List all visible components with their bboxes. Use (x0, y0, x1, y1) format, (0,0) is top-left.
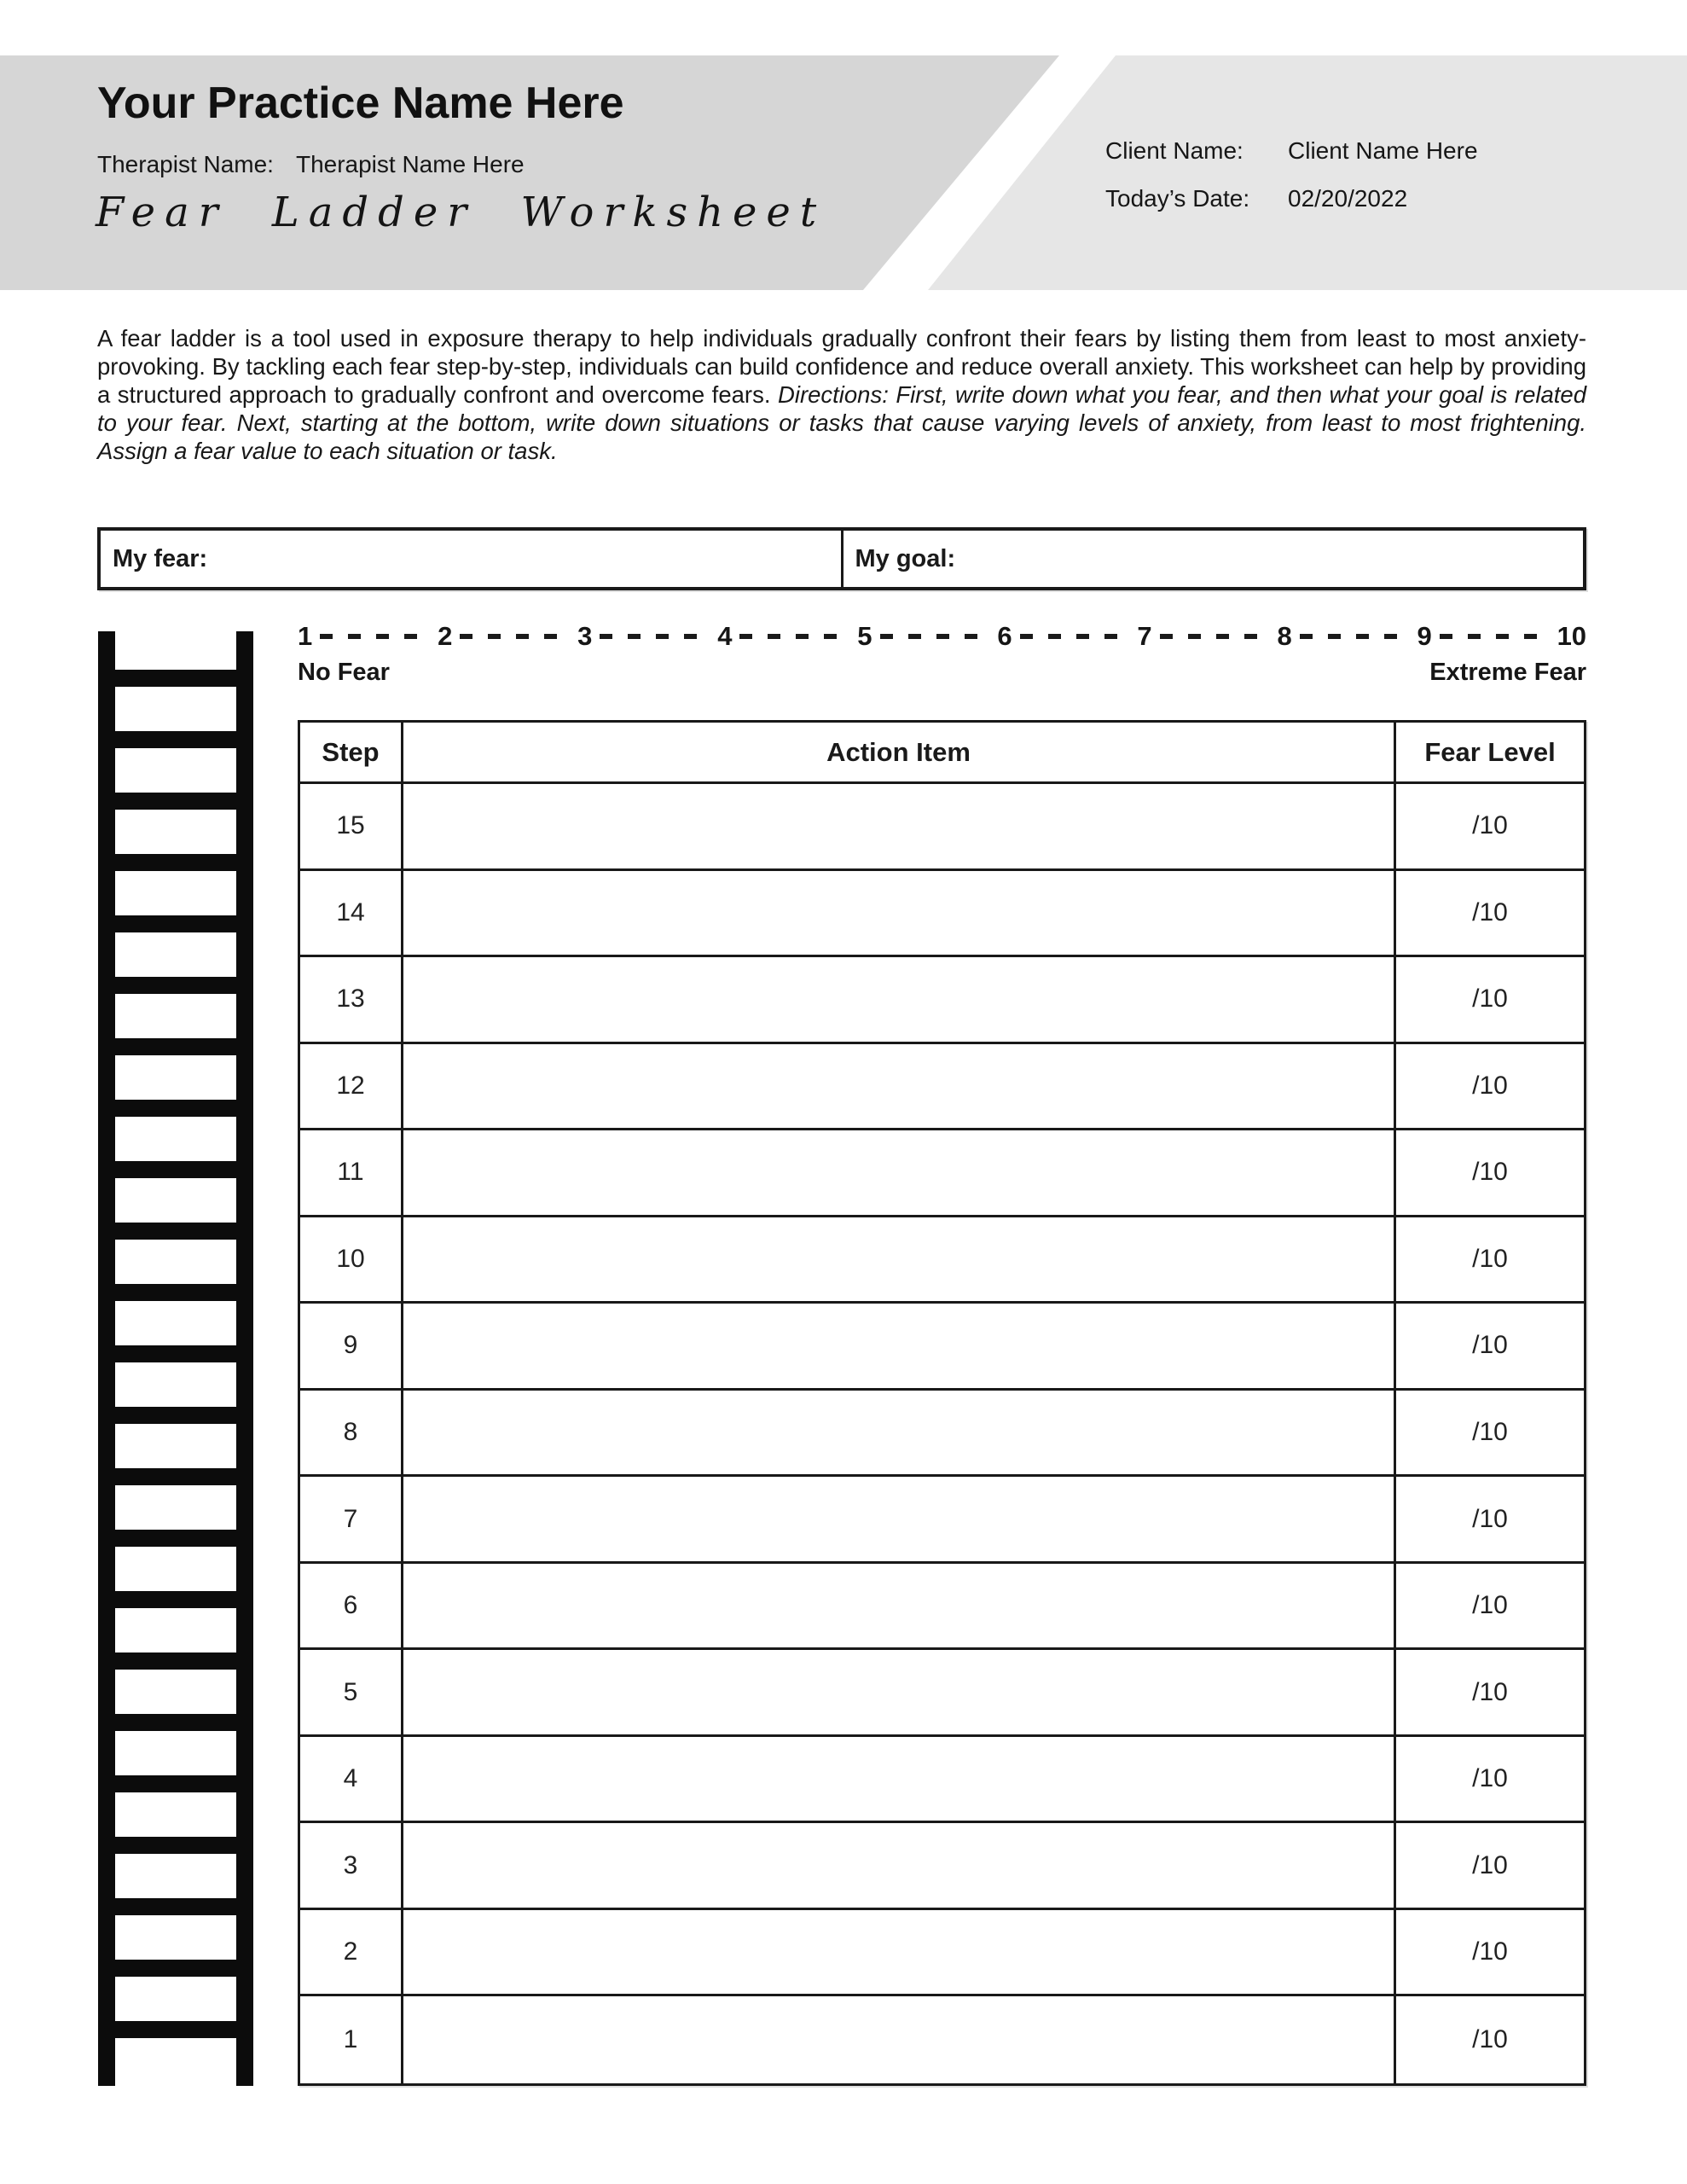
therapist-line (97, 151, 525, 178)
client-name-label: Client Name: (1105, 137, 1244, 164)
scale-dash-segment (460, 634, 570, 639)
action-item-column-header: Action Item (403, 723, 1396, 784)
fear-scale (298, 618, 1586, 687)
ladder-left-rail (98, 631, 115, 2086)
action-item-cell-2[interactable] (403, 1910, 1396, 1997)
fear-level-cell-8[interactable]: /10 (1396, 1391, 1584, 1478)
fear-scale-labels (298, 659, 1586, 687)
ladder-rungs (108, 670, 243, 2042)
scale-number-10: 10 (1557, 621, 1587, 651)
fear-level-cell-10[interactable]: /10 (1396, 1217, 1584, 1304)
step-cell-15: 15 (300, 784, 403, 871)
therapist-name-value: Therapist Name Here (295, 151, 525, 177)
step-cell-1: 1 (300, 1996, 403, 2083)
intro-directions-text: Directions: First, write down what you fear, and then what your goal is related to your fear. Next, starting at the bottom, write down situations or tasks that cause varying levels of anxiety, from least to most frightening. Assign a fear value to each situation or task. (97, 381, 1586, 464)
fear-level-cell-2[interactable]: /10 (1396, 1910, 1584, 1997)
date-label: Today’s Date: (1105, 185, 1250, 212)
scale-dash-segment (1160, 634, 1270, 639)
scale-dash-segment (600, 634, 710, 639)
fear-level-cell-5[interactable]: /10 (1396, 1650, 1584, 1737)
step-cell-5: 5 (300, 1650, 403, 1737)
action-item-cell-4[interactable] (403, 1737, 1396, 1824)
action-item-cell-10[interactable] (403, 1217, 1396, 1304)
ladder-graphic (98, 631, 253, 2086)
scale-number-2: 2 (438, 621, 453, 651)
step-cell-11: 11 (300, 1130, 403, 1217)
step-cell-10: 10 (300, 1217, 403, 1304)
fear-level-cell-9[interactable]: /10 (1396, 1304, 1584, 1391)
action-item-cell-6[interactable] (403, 1564, 1396, 1651)
fear-level-column-header: Fear Level (1396, 723, 1584, 784)
client-name-row (1105, 137, 1478, 165)
fear-level-cell-12[interactable]: /10 (1396, 1044, 1584, 1131)
action-item-cell-12[interactable] (403, 1044, 1396, 1131)
step-column-header: Step (300, 723, 403, 784)
step-cell-2: 2 (300, 1910, 403, 1997)
fear-level-cell-3[interactable]: /10 (1396, 1823, 1584, 1910)
client-name-value: Client Name Here (1288, 137, 1478, 164)
scale-number-5: 5 (857, 621, 872, 651)
scale-dash-segment (320, 634, 430, 639)
scale-dash-segment (739, 634, 849, 639)
step-cell-12: 12 (300, 1044, 403, 1131)
intro-paragraph (97, 324, 1586, 465)
scale-dash-segment (1440, 634, 1550, 639)
scale-number-8: 8 (1277, 621, 1292, 651)
action-item-cell-15[interactable] (403, 784, 1396, 871)
action-item-cell-3[interactable] (403, 1823, 1396, 1910)
action-item-cell-14[interactable] (403, 871, 1396, 958)
no-fear-label: No Fear (298, 659, 390, 686)
action-item-cell-9[interactable] (403, 1304, 1396, 1391)
fear-level-cell-14[interactable]: /10 (1396, 871, 1584, 958)
fear-scale-numbers (298, 618, 1586, 655)
steps-table (298, 720, 1586, 2086)
fear-level-cell-6[interactable]: /10 (1396, 1564, 1584, 1651)
client-info-block (1105, 137, 1478, 233)
scale-number-6: 6 (997, 621, 1012, 651)
my-fear-label: My fear: (113, 544, 208, 572)
action-item-cell-13[interactable] (403, 957, 1396, 1044)
step-cell-4: 4 (300, 1737, 403, 1824)
my-goal-field[interactable] (844, 531, 1584, 587)
practice-name: Your Practice Name Here (97, 78, 624, 128)
scale-number-9: 9 (1417, 621, 1432, 651)
scale-number-7: 7 (1137, 621, 1152, 651)
step-cell-3: 3 (300, 1823, 403, 1910)
fear-level-cell-1[interactable]: /10 (1472, 2025, 1508, 2054)
action-item-cell-5[interactable] (403, 1650, 1396, 1737)
date-value: 02/20/2022 (1288, 185, 1408, 212)
worksheet-title: Fear Ladder Worksheet (96, 189, 826, 236)
intro-regular-text: A fear ladder is a tool used in exposure therapy to help individuals gradually confront their fears by listing them from least to most anxiety-provoking. By tackling each fear step-by-step, individuals can build confidence and reduce overall anxiety. This worksheet can help by providing a structured approach to gradually confront and overcome fears. (97, 325, 1586, 408)
scale-dash-segment (1020, 634, 1130, 639)
scale-dash-segment (1300, 634, 1410, 639)
fear-level-cell-7[interactable]: /10 (1396, 1477, 1584, 1564)
step-cell-6: 6 (300, 1564, 403, 1651)
action-item-cell-7[interactable] (403, 1477, 1396, 1564)
my-goal-label: My goal: (855, 544, 956, 572)
step-cell-13: 13 (300, 957, 403, 1044)
fear-level-cell-11[interactable]: /10 (1396, 1130, 1584, 1217)
date-row (1105, 185, 1478, 212)
therapist-name-label: Therapist Name: (97, 151, 274, 177)
header-band (0, 55, 1687, 290)
step-cell-9: 9 (300, 1304, 403, 1391)
step-cell-8: 8 (300, 1391, 403, 1478)
step-cell-14: 14 (300, 871, 403, 958)
scale-number-4: 4 (717, 621, 733, 651)
fear-goal-box (97, 527, 1586, 590)
scale-number-1: 1 (298, 621, 313, 651)
action-item-cell-11[interactable] (403, 1130, 1396, 1217)
fear-level-cell-4[interactable]: /10 (1396, 1737, 1584, 1824)
my-fear-field[interactable] (101, 531, 844, 587)
scale-number-3: 3 (577, 621, 593, 651)
fear-level-cell-13[interactable]: /10 (1396, 957, 1584, 1044)
scale-dash-segment (880, 634, 990, 639)
action-item-cell-8[interactable] (403, 1391, 1396, 1478)
fear-level-cell-15[interactable]: /10 (1396, 784, 1584, 871)
ladder-right-rail (236, 631, 253, 2086)
extreme-fear-label: Extreme Fear (1429, 659, 1586, 686)
action-item-cell-1[interactable] (403, 1996, 1396, 2083)
step-cell-7: 7 (300, 1477, 403, 1564)
